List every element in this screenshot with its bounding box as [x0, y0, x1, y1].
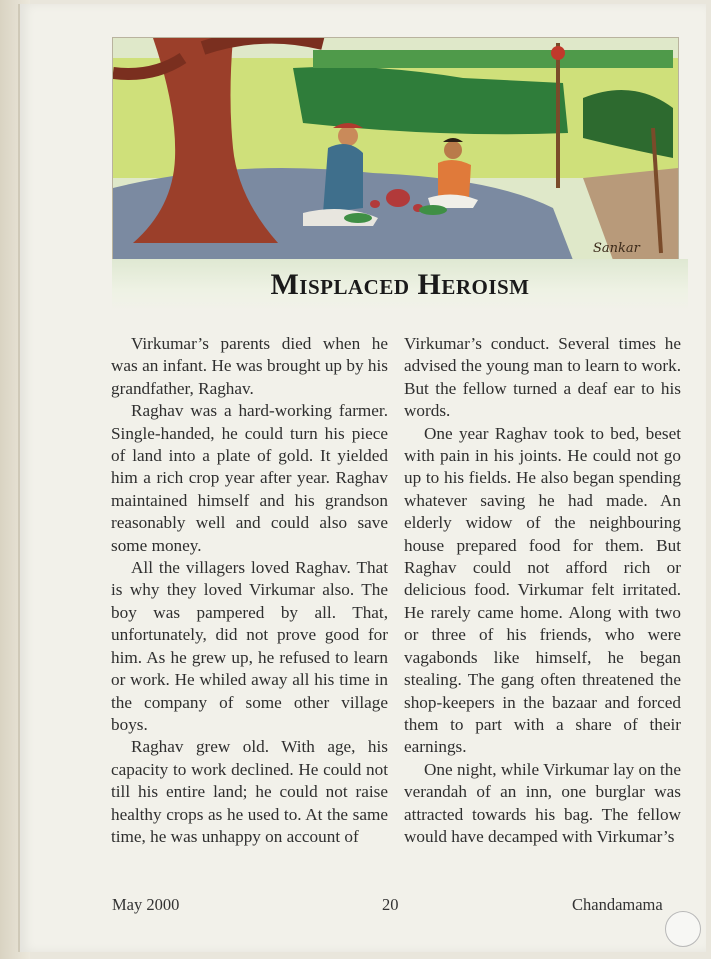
far-crops [313, 50, 673, 68]
paragraph: Raghav was a hard-working farmer. Single-handed, he could turn his piece of land into a plate of gold. It yielded him a rich crop year after year. Raghav maintained himself and his grandson reasonably well and could also save some money. [111, 401, 388, 555]
paragraph: Virkumar’s parents died when he was an infant. He was brought up by his grandfather, Raghav. [111, 334, 388, 398]
illustration-drawing [113, 38, 678, 260]
pole-top [551, 46, 565, 60]
left-column [111, 333, 388, 848]
issue-date: May 2000 [112, 895, 180, 914]
story-title: Misplaced Heroism [270, 268, 530, 301]
paragraph: All the villagers loved Raghav. That is why they loved Virkumar also. The boy was pampered by all. That, unfortunately, did not prove good for him. As he grew up, he refused to learn or work. He whiled away all his time in the company of some other village boys. [111, 558, 388, 734]
right-column [404, 333, 681, 848]
artist-signature: Sankar [593, 241, 640, 256]
paragraph-continuation: Virkumar’s conduct. Several times he advised the young man to learn to work. But the fellow turned a deaf ear to his words. [404, 334, 681, 421]
magazine-name: Chandamama [572, 895, 663, 914]
library-stamp [665, 911, 701, 947]
paragraph: Raghav grew old. With age, his capacity to work declined. He could not till his entire land; he could not raise healthy crops as he used to. At the same time, he was unhappy on account of [111, 737, 388, 846]
page-number: 20 [382, 895, 399, 914]
story-illustration [112, 37, 679, 261]
paragraph: One night, while Virkumar lay on the verandah of an inn, one burglar was attracted towards his bag. The fellow would have decamped with Virkumar’s [404, 759, 681, 846]
paragraph: One year Raghav took to bed, beset with pain in his joints. He could not go up to his fields. He also began spending whatever saving he had made. An elderly widow of the neighbouring house prepared food for them. But Raghav could not afford rich or delicious food. Virkumar felt irritated. He rarely came home. Along with two or three of his friends, who were vagabonds like himself, he began stealing. The gang often threatened the shop-keepers in the bazaar and forced them to part with a share of their earnings. [404, 423, 681, 757]
